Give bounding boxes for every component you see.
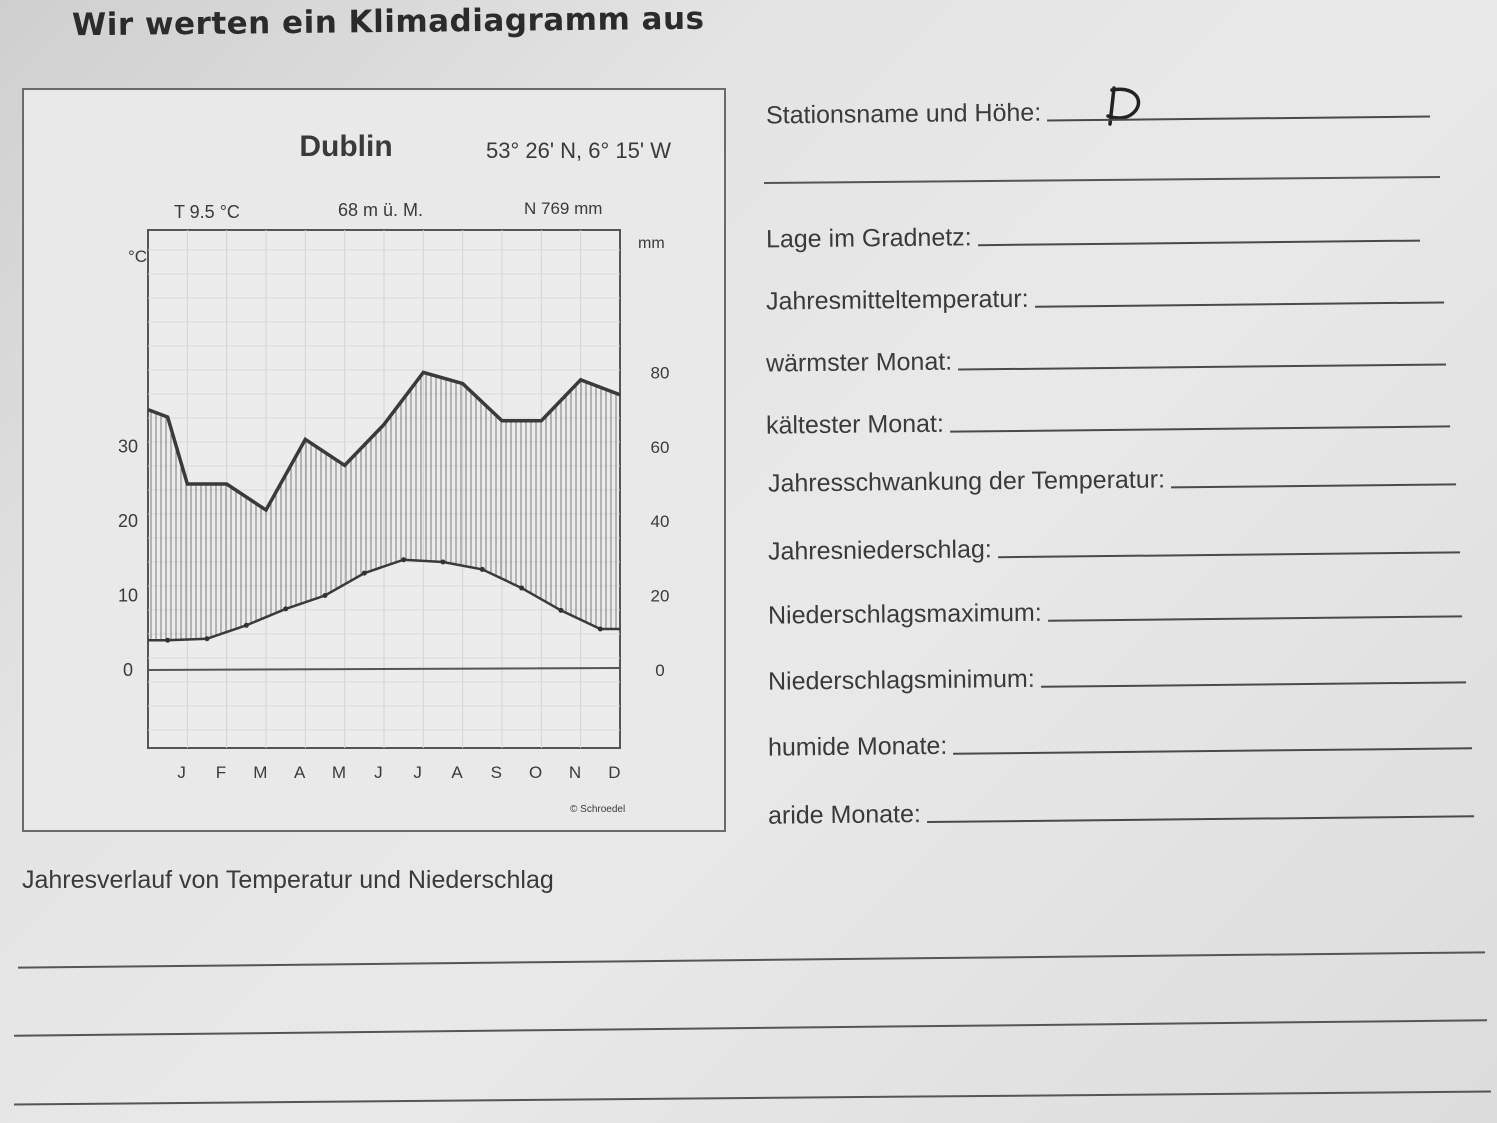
x-tick-label: F [215,763,227,782]
y-right-tick-label: 60 [650,437,670,457]
question-label: Niederschlagsminimum: [767,664,1035,696]
answer-line[interactable] [950,424,1450,432]
answer-line[interactable] [1047,115,1430,122]
x-tick-label: M [331,763,347,782]
question-label: wärmster Monat: [765,347,953,378]
answer-line[interactable] [927,814,1474,823]
question-label: Jahresschwankung der Temperatur: [767,465,1166,498]
question-field [768,462,1456,498]
temperature-point [401,557,406,562]
temperature-point [244,623,249,628]
question-label: Jahresmitteltemperatur: [765,284,1029,316]
station-temp-mean: T 9.5 °C [174,202,240,222]
temperature-point [519,586,524,591]
y-left-tick-label: 10 [117,585,139,606]
station-coords: 53° 26' N, 6° 15' W [486,138,671,163]
y-left-tick-label: 20 [117,511,139,531]
question-label: Lage im Gradnetz: [765,223,972,254]
x-tick-label: J [177,763,186,782]
question-label: Stationsname und Höhe: [765,98,1042,130]
x-tick-label: J [413,763,422,782]
temperature-point [362,571,367,576]
question-field [766,342,1446,378]
y-left-tick-label: 0 [122,660,134,680]
temperature-point [480,567,485,572]
y-right-tick-label: 80 [650,363,670,383]
station-name: Dublin [299,130,393,163]
question-field [766,280,1444,316]
answer-line[interactable] [14,1090,1491,1106]
question-field [766,219,1420,255]
y-left-unit: °C [128,247,148,266]
x-tick-label: J [374,763,383,782]
answer-line[interactable] [953,746,1471,754]
station-precip-total: N 769 mm [524,199,603,218]
annual-course-label: Jahresverlauf von Temperatur und Niederschlag [22,866,554,894]
question-label: Jahresniederschlag: [767,535,992,566]
temperature-point [205,636,210,641]
answer-line[interactable] [764,175,1440,184]
temperature-point [165,638,170,643]
answer-line[interactable] [998,550,1460,558]
answer-line[interactable] [978,239,1420,247]
question-field [768,530,1460,566]
temperature-point [598,627,603,632]
question-field [766,404,1450,440]
answer-line[interactable] [14,1018,1487,1036]
temperature-point [441,559,446,564]
y-right-tick-label: 20 [650,586,670,606]
x-tick-label: N [568,763,582,782]
question-field [768,594,1462,630]
x-tick-label: D [608,763,621,782]
temperature-point [323,593,328,598]
answer-line[interactable] [1041,680,1466,687]
temperature-point [283,606,288,611]
question-field [768,794,1474,830]
y-right-unit: mm [638,235,665,252]
page-title: Wir werten ein Klimadiagramm aus [71,0,705,44]
x-tick-label: A [293,763,306,782]
answer-line[interactable] [958,362,1446,370]
question-field [768,660,1466,696]
x-tick-label: S [490,763,503,782]
y-left-tick-label: 30 [117,436,139,457]
answer-line[interactable] [1171,482,1456,488]
x-tick-label: A [451,763,463,782]
y-right-tick-label: 40 [650,512,670,532]
station-altitude: 68 m ü. M. [338,200,424,220]
source-note: © Schroedel [570,804,626,815]
climate-chart [24,90,724,830]
answer-line[interactable] [18,950,1485,968]
question-label: kältester Monat: [765,409,945,440]
x-tick-label: O [529,763,543,782]
y-right-tick-label: 0 [655,661,665,680]
answer-line[interactable] [1048,614,1462,621]
temperature-point [559,608,564,613]
question-field [768,726,1472,762]
question-label: aride Monate: [767,800,922,830]
question-field [766,95,1430,131]
answer-line[interactable] [1035,300,1444,307]
climate-chart-panel [22,88,726,832]
x-tick-label: M [253,763,268,782]
question-label: humide Monate: [767,731,948,762]
question-label: Niederschlagsmaximum: [767,598,1042,630]
